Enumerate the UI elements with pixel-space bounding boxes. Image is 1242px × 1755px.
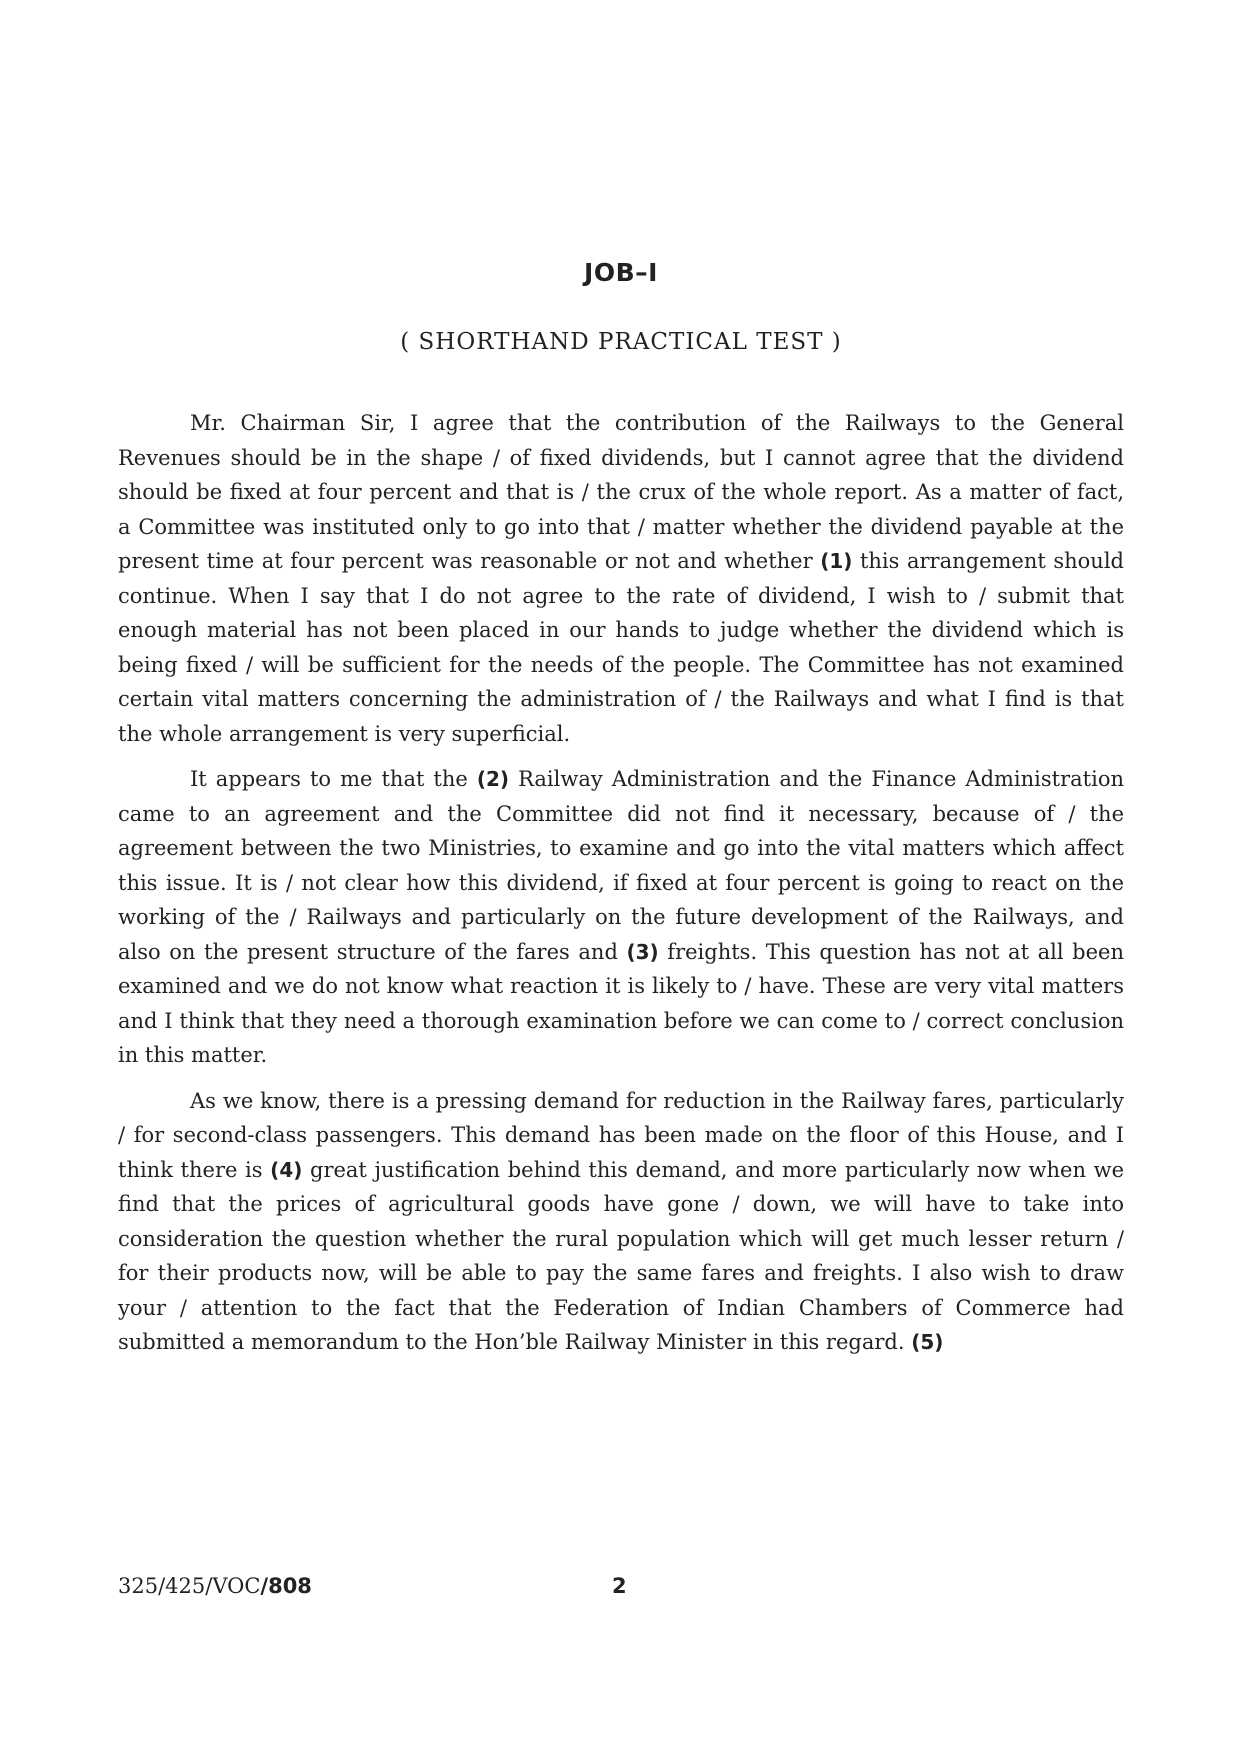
paragraph-text: freights. This question has not at all been examined and we do not know what reaction it is likely to / have. These are very vital matters and I think that they need a thorough examination before we can come to / correct conclusion in this matter. [118,939,1124,1067]
segment-marker: (1) [820,549,853,573]
paragraph [118,762,1124,1073]
paragraph [118,1084,1124,1360]
paragraph-text: Railway Administration and the Finance Administration came to an agreement and the Committee did not find it necessary, because of / the agreement between the two Ministries, to examine and go into the vital matters which affect this issue. It is / not clear how this dividend, if fixed at four percent is going to react on the working of the / Railways and particularly on the future development of the Railways, and also on the present structure of the fares and [118,767,1124,964]
segment-marker: (3) [626,939,659,964]
paper-code-prefix: 325/425/VOC [118,1574,261,1598]
page-number: 2 [612,1574,627,1598]
segment-marker: (4) [270,1157,303,1182]
paper-code [118,1574,312,1598]
paper-code-suffix: /808 [260,1574,312,1598]
test-subtitle: ( SHORTHAND PRACTICAL TEST ) [400,329,842,355]
paragraph-text: It appears to me that the [190,767,477,791]
paragraph-text: Mr. Chairman Sir, I agree that the contribution of the Railways to the General Revenues should be in the shape / of fixed dividends, but I cannot agree that the dividend should be fixed at four percent and that is / the crux of the whole report. As a matter of fact, a Committee was instituted only to go into that / matter whether the dividend payable at the present time at four percent was reasonable or not and whether [118,411,1124,573]
segment-marker: (2) [476,767,510,791]
segment-marker: (5) [911,1330,944,1354]
dictation-passage [118,406,1124,1371]
paragraph-text: this arrangement should continue. When I say that I do not agree to the rate of dividend, I wish to / submit that enough material has not been placed in our hands to judge whether the dividend which is being fixed / will be sufficient for the needs of the people. The Committee has not examined certain vital matters concerning the administration of / the Railways and what I find is that the whole arrangement is very superficial. [118,549,1124,746]
paragraph [118,406,1124,751]
paragraph-text: great justification behind this demand, and more particularly now when we find that the prices of agricultural goods have gone / down, we will have to take into consideration the question whether the rural population which will get much lesser return / for their products now, will be able to pay the same fares and freights. I also wish to draw your / attention to the fact that the Federation of Indian Chambers of Commerce had submitted a memorandum to the Hon’ble Railway Minister in this regard. [118,1157,1125,1354]
paragraph-text: As we know, there is a pressing demand for reduction in the Railway fares, particularly / for second-class passengers. This demand has been made on the floor of this House, and I think there is [118,1088,1124,1182]
job-title: JOB–I [584,258,658,287]
